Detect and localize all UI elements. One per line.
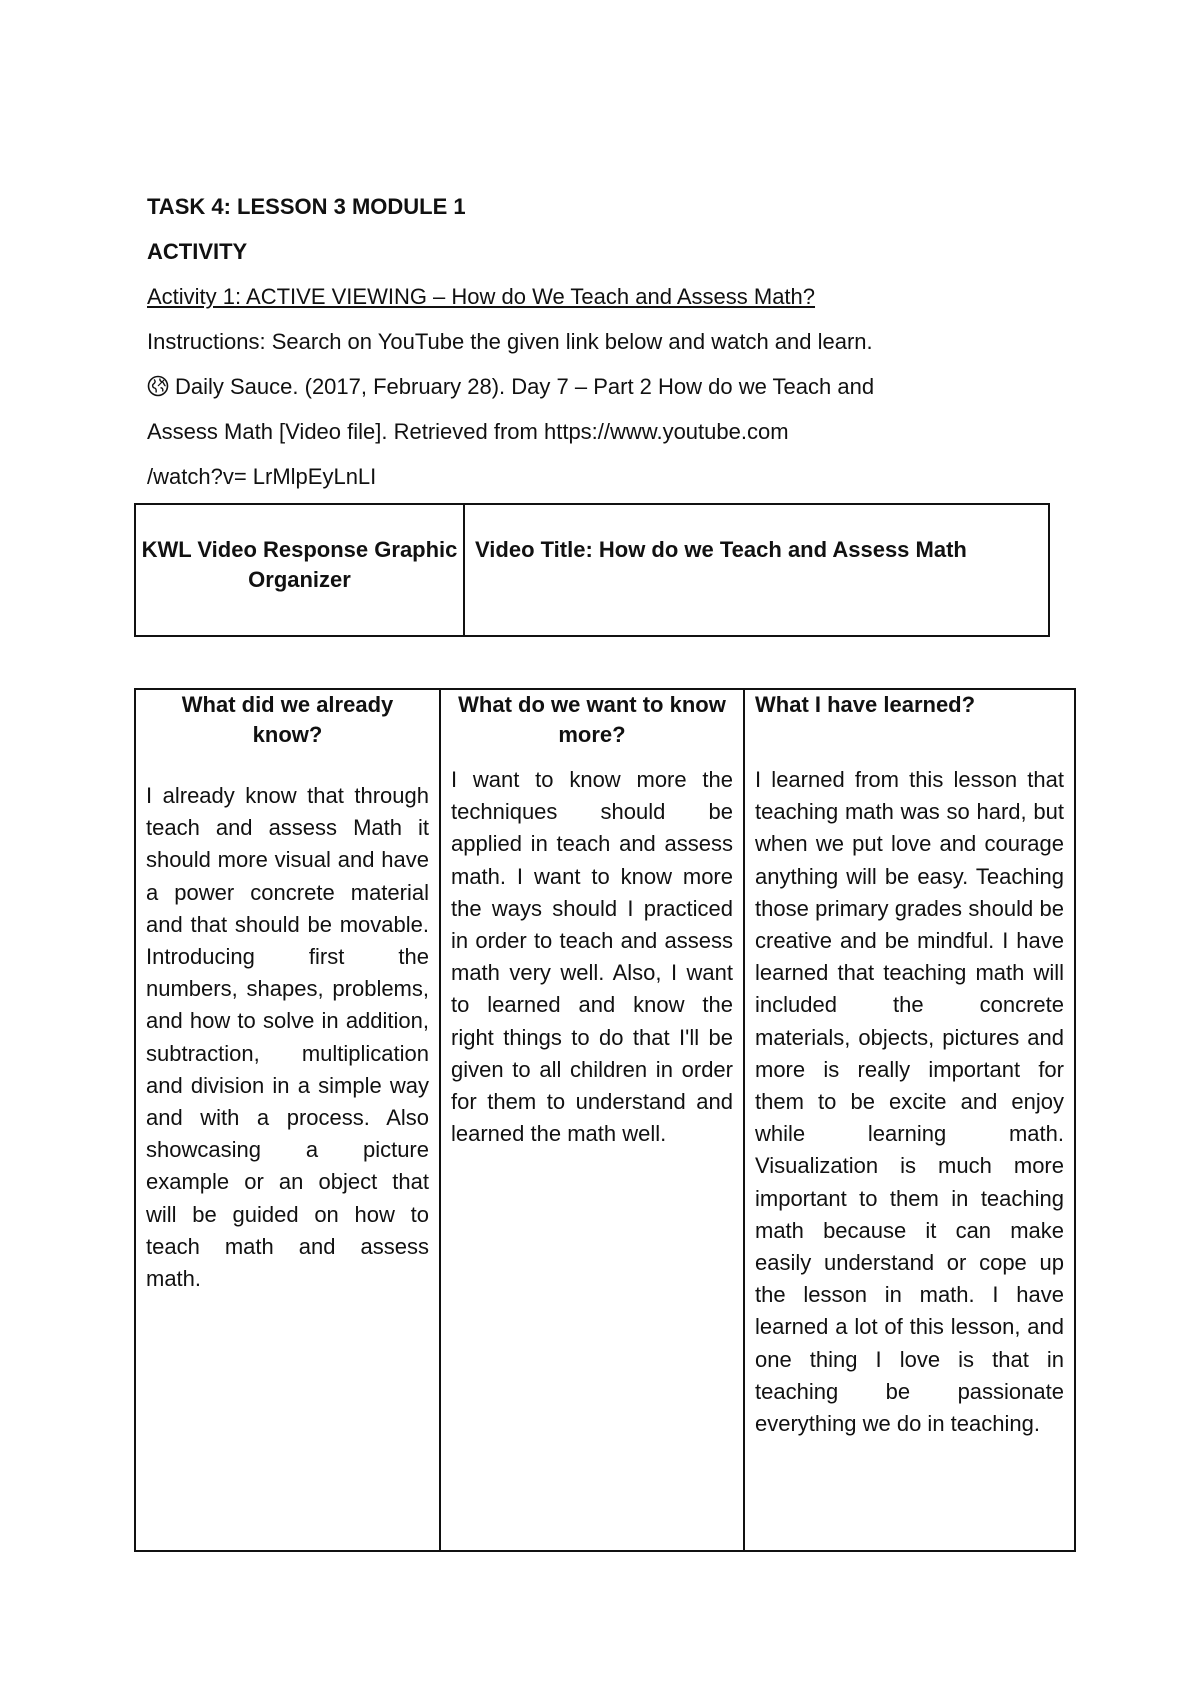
column-body: I already know that through teach and assess Math it should more visual and have a power concrete material and that should be movable. Introducing first the numbers, shapes, problems, and how to solve in addition, subtraction, multiplication and division in a simple way and with a process. Also showcasing a picture example or an object that will be guided on how to teach math and assess math. xyxy=(146,783,429,1292)
task-title: TASK 4: LESSON 3 MODULE 1 xyxy=(147,194,466,219)
globe-icon xyxy=(147,375,169,405)
instructions-text: Instructions: Search on YouTube the given link below and watch and learn. xyxy=(147,329,873,354)
column-heading: What I have learned? xyxy=(755,692,976,717)
column-body: I learned from this lesson that teaching math was so hard, but when we put love and courage anything will be easy. Teaching those primary grades should be creative and be mindful. I have learned that teaching math will included the concrete materials, objects, pictures and more is really important for them to be excite and enjoy while learning math. Visualization is much more important to them in teaching math because it can make easily understand or cope up the lesson in math. I have learned a lot of this lesson, and one thing I love is that in teaching be passionate everything we do in teaching. xyxy=(755,767,1064,1437)
column-body: I want to know more the techniques should be applied in teach and assess math. I want to know more the ways should I practiced in order to teach and assess math very well. Also, I want to learned and know the right things to do that I'll be given to all children in order for them to understand and learned the math well. xyxy=(451,767,733,1147)
kwl-column-want xyxy=(441,690,745,1550)
reference-text-1: Daily Sauce. (2017, February 28). Day 7 – Part 2 How do we Teach and xyxy=(175,374,875,399)
column-heading: What do we want to know more? xyxy=(458,692,726,747)
section-title: ACTIVITY xyxy=(147,239,248,264)
kwl-organizer-label: KWL Video Response Graphic Organizer xyxy=(136,505,465,635)
kwl-table xyxy=(134,688,1076,1552)
header-table xyxy=(134,503,1050,637)
kwl-column-learned xyxy=(745,690,1074,1550)
reference-line-1 xyxy=(147,372,874,405)
column-heading: What did we already know? xyxy=(181,692,394,747)
activity-title: Activity 1: ACTIVE VIEWING – How do We Teach and Assess Math? xyxy=(147,284,816,309)
reference-line-3: /watch?v= LrMlpEyLnLI xyxy=(147,464,377,489)
reference-line-2: Assess Math [Video file]. Retrieved from https://www.youtube.com xyxy=(147,419,789,444)
video-title-label: Video Title: How do we Teach and Assess Math xyxy=(475,537,967,562)
kwl-column-know xyxy=(136,690,441,1550)
